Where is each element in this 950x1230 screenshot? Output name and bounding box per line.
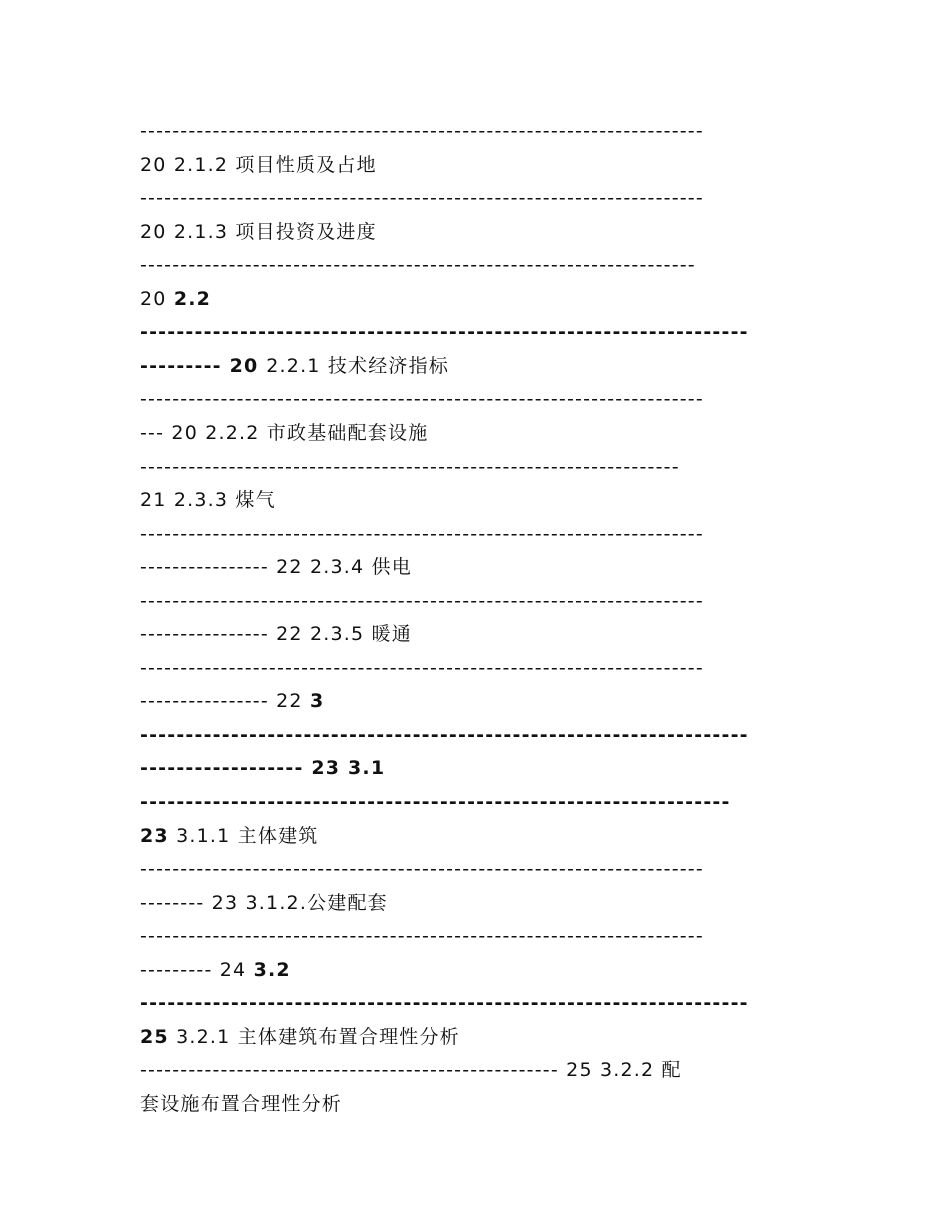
toc-line <box>140 320 749 344</box>
toc-line <box>140 387 704 411</box>
toc-text: 3 <box>309 690 325 713</box>
toc-line <box>140 354 449 378</box>
toc-line <box>140 622 412 646</box>
toc-line <box>140 924 704 948</box>
toc-text: ---------------------------------------------------------------------- <box>140 589 704 612</box>
toc-line <box>140 991 749 1015</box>
toc-text: ------------------ 23 3.1 <box>140 757 386 780</box>
toc-line <box>140 756 385 780</box>
toc-text: ---------------------------------------------------------------------- <box>140 925 704 948</box>
toc-line <box>140 891 388 915</box>
toc-text: ----------------------------------------------------------------- <box>140 791 731 813</box>
toc-line <box>140 857 704 881</box>
toc-line <box>140 1092 342 1116</box>
toc-text: -------- 23 3.1.2.公建配套 <box>140 891 388 914</box>
toc-text: 套设施布置合理性分析 <box>140 1092 343 1115</box>
toc-line <box>140 1025 460 1049</box>
toc-text: 20 <box>140 287 174 310</box>
toc-line <box>140 790 731 814</box>
toc-text: 25 <box>140 1025 169 1048</box>
toc-text: ------------------------------------------------------------------- <box>140 723 749 746</box>
toc-line <box>140 186 704 210</box>
toc-line <box>140 455 680 479</box>
toc-text: --------- 24 <box>140 958 254 981</box>
toc-text: --------- 20 <box>140 354 267 377</box>
toc-line <box>140 656 704 680</box>
toc-line <box>140 488 276 512</box>
toc-line <box>140 824 318 848</box>
toc-text: 2.2 <box>173 287 212 310</box>
toc-text: --- 20 2.2.2 市政基础配套设施 <box>140 421 429 444</box>
toc-line <box>140 253 696 277</box>
toc-line <box>140 287 211 311</box>
toc-text: ---------------- 22 2.3.4 供电 <box>140 556 412 579</box>
toc-text: ---------------------------------------------------------------------- <box>140 388 704 411</box>
toc-text: ------------------------------------------------------------------- <box>140 455 680 478</box>
toc-line <box>140 958 291 982</box>
toc-line <box>140 1058 682 1082</box>
toc-text: ---------------------------------------------------- 25 3.2.2 配 <box>140 1059 682 1082</box>
toc-text: ---------------------------------------------------------------------- <box>140 120 704 142</box>
toc-line <box>140 589 704 613</box>
toc-text: ---------------------------------------------------------------------- <box>140 522 704 545</box>
toc-line <box>140 119 704 143</box>
toc-line <box>140 153 377 177</box>
toc-text: ---------------- 22 <box>140 690 310 713</box>
toc-text: 20 2.1.2 项目性质及占地 <box>140 153 377 176</box>
toc-text: 2.2.1 技术经济指标 <box>266 354 450 377</box>
toc-line <box>140 421 428 445</box>
toc-text: 20 2.1.3 项目投资及进度 <box>140 220 377 243</box>
toc-text: 3.1.1 主体建筑 <box>168 824 319 847</box>
toc-line <box>140 522 704 546</box>
toc-line <box>140 723 749 747</box>
toc-line <box>140 689 324 713</box>
toc-text: ---------------------------------------------------------------------- <box>140 187 704 210</box>
toc-text: 3.2.1 主体建筑布置合理性分析 <box>168 1025 460 1048</box>
toc-text: ------------------------------------------------------------------- <box>140 992 749 1015</box>
toc-text: 3.2 <box>253 958 291 981</box>
toc-text: 21 2.3.3 煤气 <box>140 489 276 512</box>
toc-text: --------------------------------------------------------------------- <box>140 254 696 277</box>
toc-text: ---------------------------------------------------------------------- <box>140 656 704 679</box>
toc-text: ------------------------------------------------------------------- <box>140 321 749 344</box>
toc-text: ---------------------------------------------------------------------- <box>140 858 704 881</box>
toc-line <box>140 555 412 579</box>
toc-text: 23 <box>140 824 169 847</box>
toc-text: ---------------- 22 2.3.5 暖通 <box>140 623 412 646</box>
toc-line <box>140 220 377 244</box>
